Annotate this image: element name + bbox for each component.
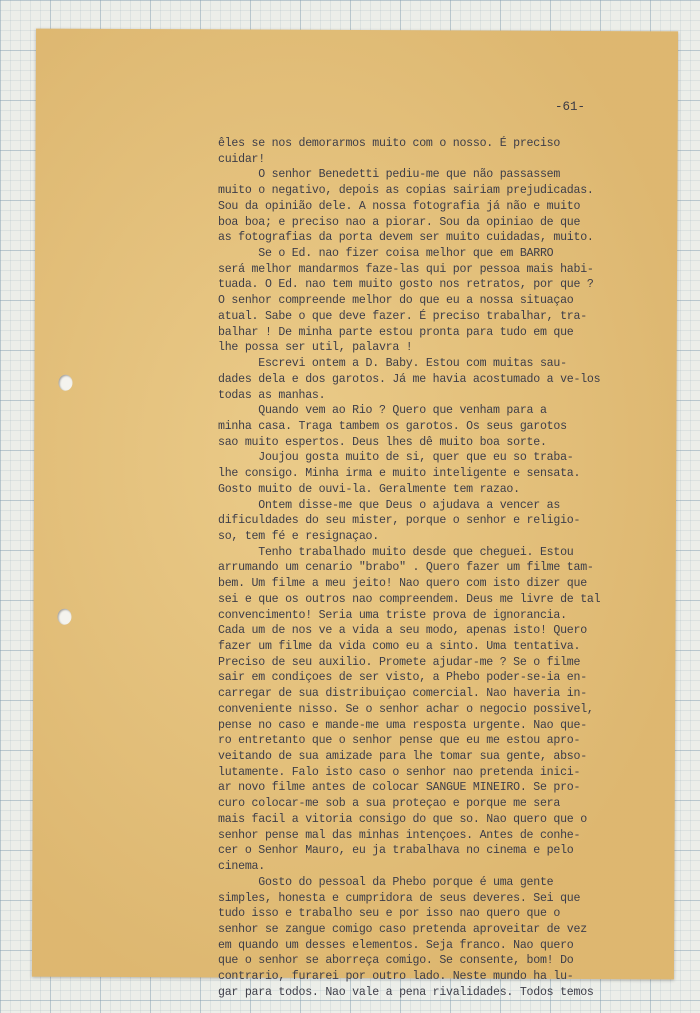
text-line: veitando de sua amizade para lhe tomar sua gente, abso- [218,750,587,764]
text-line: Quando vem ao Rio ? Quero que venham para a [218,404,547,418]
text-line: mais facil a vitoria consigo do que so. Nao quero que o [218,812,587,826]
text-line: cuidar! [218,152,265,166]
text-line: todas as manhas. [218,388,326,402]
text-line: será melhor mandarmos faze-las qui por pessoa mais habi- [218,262,594,276]
text-line: sair em condiçoes de ser visto, a Phebo poder-se-ia en- [218,671,587,685]
text-line: êles se nos demorarmos muito com o nosso. É preciso [218,137,561,150]
page-number: -61- [555,100,586,114]
text-line: muito o negativo, depois as copias sairiam prejudicadas. [218,184,594,198]
text-line: Se o Ed. nao fizer coisa melhor que em BARRO [218,247,554,261]
text-line: dificuldades do seu mister, porque o senhor e religio- [218,514,581,528]
text-line: gar para todos. Nao vale a pena rivalidades. Todos temos [218,985,594,999]
text-line: Tenho trabalhado muito desde que cheguei. Estou [218,545,574,559]
text-line: tuada. O Ed. nao tem muito gosto nos retratos, por que ? [218,278,594,292]
text-line: Gosto do pessoal da Phebo porque é uma gente [218,875,554,889]
text-line: sao muito espertos. Deus lhes dê muito boa sorte. [218,435,547,449]
text-line: dades dela e dos garotos. Já me havia acostumado a ve-los [218,372,601,386]
text-line: Gosto muito de ouvi-la. Geralmente tem razao. [218,482,520,496]
text-line: cer o Senhor Mauro, eu ja trabalhava no cinema e pelo [218,844,574,858]
text-line: Cada um de nos ve a vida a seu modo, apenas isto! Quero [218,624,587,638]
text-line: senhor pense mal das minhas intençoes. Antes de conhe- [218,828,581,842]
text-line: sei e que os outros nao compreendem. Deus me livre de tal [218,592,601,606]
text-line: bem. Um filme a meu jeito! Nao quero com isto dizer que [218,577,587,591]
text-line: O senhor Benedetti pediu-me que não passassem [218,168,561,182]
text-line: convencimento! Seria uma triste prova de ignorancia. [218,608,567,622]
text-line: senhor se zangue comigo caso pretenda aproveitar de vez [218,922,587,936]
text-line: carregar de sua distribuiçao comercial. Nao haveria in- [218,687,587,701]
letter-body [218,136,643,1001]
text-line: Sou da opinião dele. A nossa fotografia já não e muito [218,199,581,213]
text-line: boa boa; e preciso nao a piorar. Sou da opiniao de que [218,215,581,229]
text-line: balhar ! De minha parte estou pronta para tudo em que [218,325,574,339]
text-line: em quando um desses elementos. Seja franco. Nao quero [218,938,574,952]
text-line: que o senhor se aborreça comigo. Se consente, bom! Do [218,954,574,968]
text-line: contrario, furarei por outro lado. Neste mundo ha lu- [218,970,574,984]
text-line: ro entretanto que o senhor pense que eu me estou apro- [218,734,581,748]
text-line: Joujou gosta muito de si, quer que eu so traba- [218,451,574,465]
text-line: Preciso de seu auxilio. Promete ajudar-me ? Se o filme [218,655,581,669]
text-line: conveniente nisso. Se o senhor achar o negocio possivel, [218,702,594,716]
text-line: lhe consigo. Minha irma e muito inteligente e sensata. [218,467,581,481]
text-line: minha casa. Traga tambem os garotos. Os seus garotos [218,419,567,433]
text-line: simples, honesta e cumpridora de seus deveres. Sei que [218,891,581,905]
text-line: tudo isso e trabalho seu e por isso nao quero que o [218,907,561,921]
text-line: cinema. [218,860,265,874]
text-line: lutamente. Falo isto caso o senhor nao pretenda inici- [218,765,581,779]
text-line: pense no caso e mande-me uma resposta urgente. Nao que- [218,718,587,732]
text-line: fazer um filme da vida como eu a sinto. Uma tentativa. [218,640,581,653]
punch-hole-bottom [57,609,71,625]
text-line: so, tem fé e resignaçao. [218,529,379,543]
punch-hole-top [58,375,72,391]
text-line: ar novo filme antes de colocar SANGUE MINEIRO. Se pro- [218,781,581,795]
text-line: Ontem disse-me que Deus o ajudava a vencer as [218,498,561,512]
text-line: curo colocar-me sob a sua proteçao e porque me sera [218,797,561,811]
text-line: arrumando um cenario "brabo" . Quero fazer um filme tam- [218,561,594,575]
text-line: Escrevi ontem a D. Baby. Estou com muitas sau- [218,357,567,371]
text-line: atual. Sabe o que deve fazer. É preciso trabalhar, tra- [218,309,587,323]
text-line: O senhor compreende melhor do que eu a nossa situaçao [218,294,574,308]
text-line: as fotografias da porta devem ser muito cuidadas, muito. [218,231,594,245]
text-line: lhe possa ser util, palavra ! [218,341,413,355]
